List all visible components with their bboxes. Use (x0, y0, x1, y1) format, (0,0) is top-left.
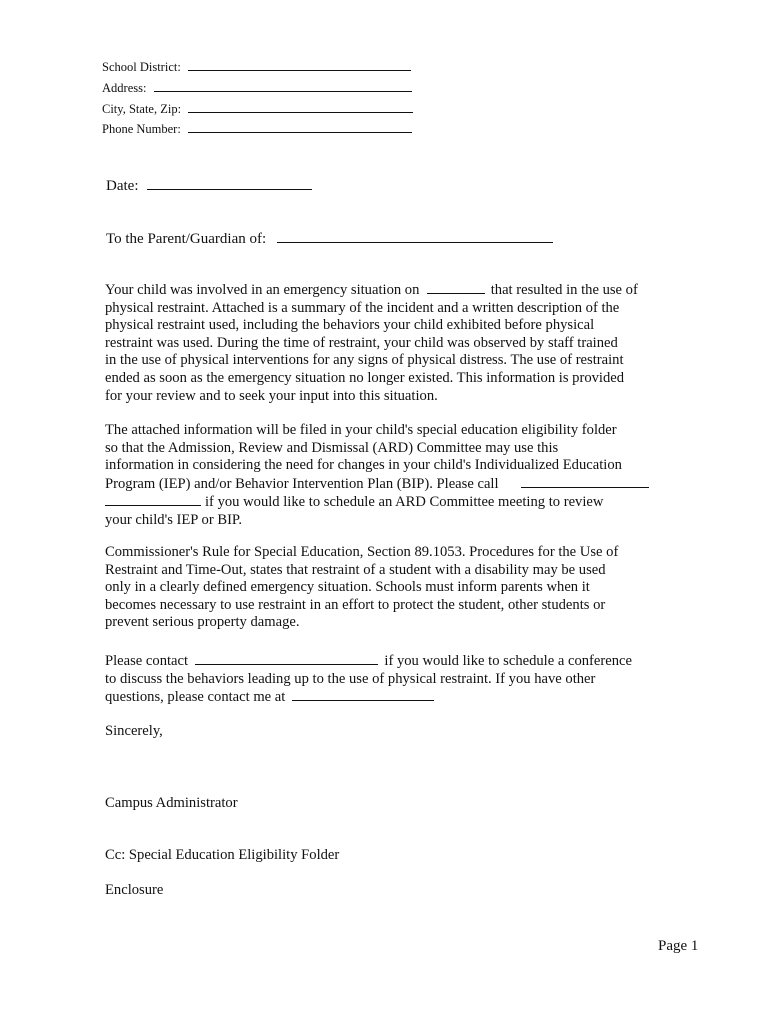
paragraph-line: only in a clearly defined emergency situation. Schools must inform parents when it (105, 579, 590, 596)
phone-number-label: Phone Number: (102, 122, 181, 136)
incident-date-field[interactable] (427, 281, 485, 294)
call-contact-field[interactable] (521, 475, 649, 488)
call-contact-field-continued[interactable] (105, 493, 201, 506)
school-district-row (102, 57, 411, 75)
paragraph-line: Commissioner's Rule for Special Education, Section 89.1053. Procedures for the Use of (105, 544, 619, 560)
paragraph-line (105, 493, 665, 512)
incident-paragraph (105, 281, 665, 405)
recipient-label: To the Parent/Guardian of: (106, 231, 267, 247)
paragraph-text: questions, please contact me at (105, 689, 286, 706)
paragraph-line: Restraint and Time-Out, states that restraint of a student with a disability may be used (105, 561, 606, 578)
paragraph-line (105, 475, 665, 494)
paragraph-line (105, 652, 665, 671)
paragraph-text: Your child was involved in an emergency situation on (105, 282, 420, 298)
paragraph-line: to discuss the behaviors leading up to the use of physical restraint. If you have other (105, 670, 596, 687)
paragraph-line: prevent serious property damage. (105, 614, 300, 631)
address-row (102, 78, 412, 96)
paragraph-text: Please contact (105, 653, 189, 669)
school-district-label: School District: (102, 60, 181, 74)
closing: Sincerely, (105, 723, 163, 739)
paragraph-line: physical restraint. Attached is a summary of the incident and a written description of the (105, 299, 620, 316)
cc-line: Cc: Special Education Eligibility Folder (105, 847, 340, 863)
signature-title: Campus Administrator (105, 795, 238, 811)
paragraph-line: in the use of physical interventions for any signs of physical distress. The use of restraint (105, 352, 624, 369)
conference-contact-field[interactable] (195, 652, 378, 665)
date-row (106, 175, 312, 196)
paragraph-text: if you would like to schedule a conference (384, 653, 632, 669)
paragraph-line (105, 281, 665, 300)
contact-paragraph (105, 652, 665, 707)
city-state-zip-field[interactable] (188, 99, 413, 113)
questions-contact-field[interactable] (292, 688, 434, 701)
enclosure-line: Enclosure (105, 882, 164, 898)
paragraph-text: Program (IEP) and/or Behavior Intervention Plan (BIP). Please call (105, 475, 499, 492)
paragraph-line: The attached information will be filed in your child's special education eligibility folder (105, 422, 617, 438)
paragraph-line: ended as soon as the emergency situation no longer existed. This information is provided (105, 369, 625, 386)
school-district-field[interactable] (188, 57, 411, 71)
address-label: Address: (102, 81, 147, 95)
paragraph-line: so that the Admission, Review and Dismissal (ARD) Committee may use this (105, 439, 559, 456)
filing-paragraph (105, 422, 665, 530)
phone-number-row (102, 119, 412, 137)
date-label: Date: (106, 178, 139, 194)
recipient-row (106, 228, 553, 249)
address-field[interactable] (154, 78, 412, 92)
paragraph-line: becomes necessary to use restraint in an effort to protect the student, other students or (105, 596, 606, 613)
paragraph-line: physical restraint used, including the behaviors your child exhibited before physical (105, 317, 595, 334)
paragraph-line: your child's IEP or BIP. (105, 511, 243, 528)
phone-number-field[interactable] (188, 119, 412, 133)
paragraph-text: if you would like to schedule an ARD Committee meeting to review (205, 494, 604, 511)
city-state-zip-label: City, State, Zip: (102, 102, 182, 116)
paragraph-text: that resulted in the use of (490, 282, 638, 298)
date-field[interactable] (147, 175, 312, 190)
paragraph-line: for your review and to seek your input into this situation. (105, 387, 438, 404)
page-number: Page 1 (658, 938, 699, 954)
city-state-zip-row (102, 99, 413, 117)
paragraph-line: restraint was used. During the time of restraint, your child was observed by staff trained (105, 334, 618, 351)
recipient-name-field[interactable] (277, 228, 553, 243)
paragraph-line: information in considering the need for changes in your child's Individualized Education (105, 457, 622, 474)
paragraph-line (105, 688, 665, 707)
commissioner-rule-paragraph (105, 544, 665, 632)
